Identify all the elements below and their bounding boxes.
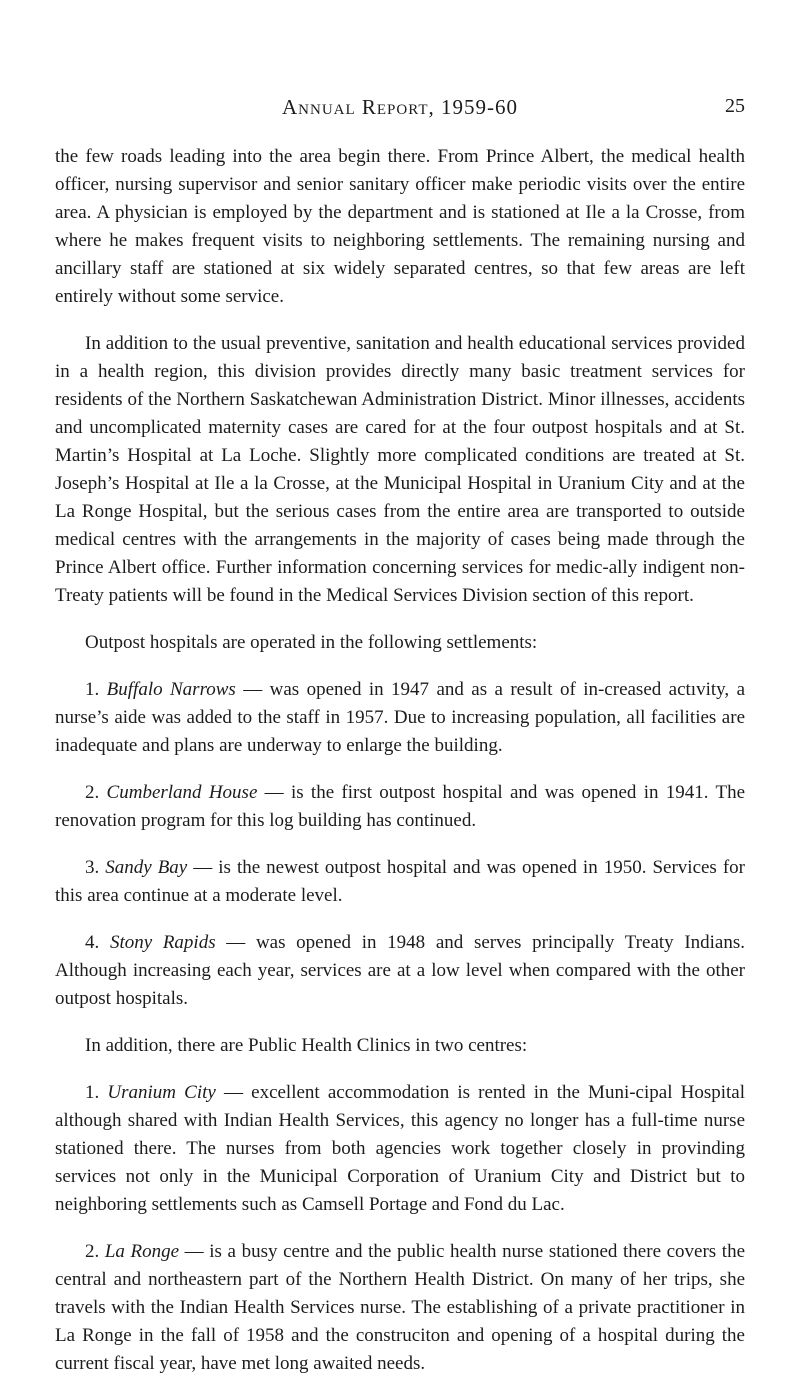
item-number: 3. xyxy=(85,857,100,878)
item-text: — is a busy centre and the public health nurse stationed there covers the central and northeastern part of the Northern Health District. On many of her trips, she travels with the Indian Health Services nurse. The establishing of a private practitioner in La Ronge in the fall of 1958 and the construciton and opening of a hospital during the current fiscal year, have met long awaited needs. xyxy=(55,1241,746,1374)
outpost-item xyxy=(55,676,745,760)
settlement-name: Cumberland House xyxy=(106,782,258,803)
outpost-item xyxy=(55,854,745,910)
item-number: 2. xyxy=(85,1241,100,1262)
body-text xyxy=(55,143,745,1397)
settlement-name: Stony Rapids xyxy=(109,932,216,953)
item-text: — is the newest outpost hospital and was opened in 1950. Services for this area continue at a moderate level. xyxy=(55,857,745,906)
item-number: 4. xyxy=(85,932,100,953)
page-number: 25 xyxy=(725,95,745,117)
item-number: 2. xyxy=(85,782,100,803)
item-number: 1. xyxy=(85,1082,100,1103)
outpost-item xyxy=(55,929,745,1013)
paragraph-3: Outpost hospitals are operated in the following settlements: xyxy=(85,632,538,653)
item-text: — is the first outpost hospital and was opened in 1941. The renovation program for this log building has continued. xyxy=(55,782,745,831)
report-title: Annual Report, 1959-60 xyxy=(281,95,518,119)
item-text: — was opened in 1948 and serves principally Treaty Indians. Although increasing each year, services are at a low level when compared with the other outpost hospitals. xyxy=(55,932,746,1009)
clinic-item xyxy=(55,1079,745,1219)
item-number: 1. xyxy=(85,679,100,700)
paragraph-1: the few roads leading into the area begin there. From Prince Albert, the medical health officer, nursing supervisor and senior sanitary officer make periodic visits over the entire area. A physician is employed by the department and is stationed at Ile a la Crosse, from where he makes frequent visits to neighboring settlements. The remaining nursing and ancillary staff are stationed at six widely separated centres, so that few areas are left entirely without some service. xyxy=(55,146,745,307)
settlement-name: Sandy Bay xyxy=(105,857,188,878)
clinic-item xyxy=(55,1238,745,1378)
clinic-name: Uranium City xyxy=(107,1082,216,1103)
paragraph-4: In addition, there are Public Health Clinics in two centres: xyxy=(85,1035,528,1056)
settlement-name: Buffalo Narrows xyxy=(106,679,236,700)
running-header xyxy=(55,95,745,123)
paragraph-2: In addition to the usual preventive, sanitation and health educational services provided in a health region, this division provides directly many basic treatment services for residents of the Northern Saskatchewan Administration District. Minor illnesses, accidents and uncomplicated maternity cases are cared for at the four outpost hospitals and at St. Martin’s Hospital at La Loche. Slightly more complicated conditions are treated at St. Joseph’s Hospital at Ile a la Crosse, at the Municipal Hospital in Uranium City and at the La Ronge Hospital, but the serious cases from the entire area are transported to outside medical centres with the arrangements in the majority of cases being made through the Prince Albert office. Further information concerning services for medic-ally indigent non-Treaty patients will be found in the Medical Services Division section of this report. xyxy=(55,333,745,606)
clinic-name: La Ronge xyxy=(104,1241,180,1262)
item-text: — excellent accommodation is rented in the Muni-cipal Hospital although shared with Indian Health Services, this agency no longer has a full-time nurse stationed there. The nurses from both agencies work together closely in provinding services not only in the Municipal Corporation of Uranium City and District but to neighboring settlements such as Camsell Portage and Fond du Lac. xyxy=(55,1082,746,1215)
item-text: — was opened in 1947 and as a result of in-creased actıvity, a nurse’s aide was added to the staff in 1957. Due to increasing population, all facilities are inadequate and plans are underway to enlarge the building. xyxy=(55,679,745,756)
outpost-item xyxy=(55,779,745,835)
